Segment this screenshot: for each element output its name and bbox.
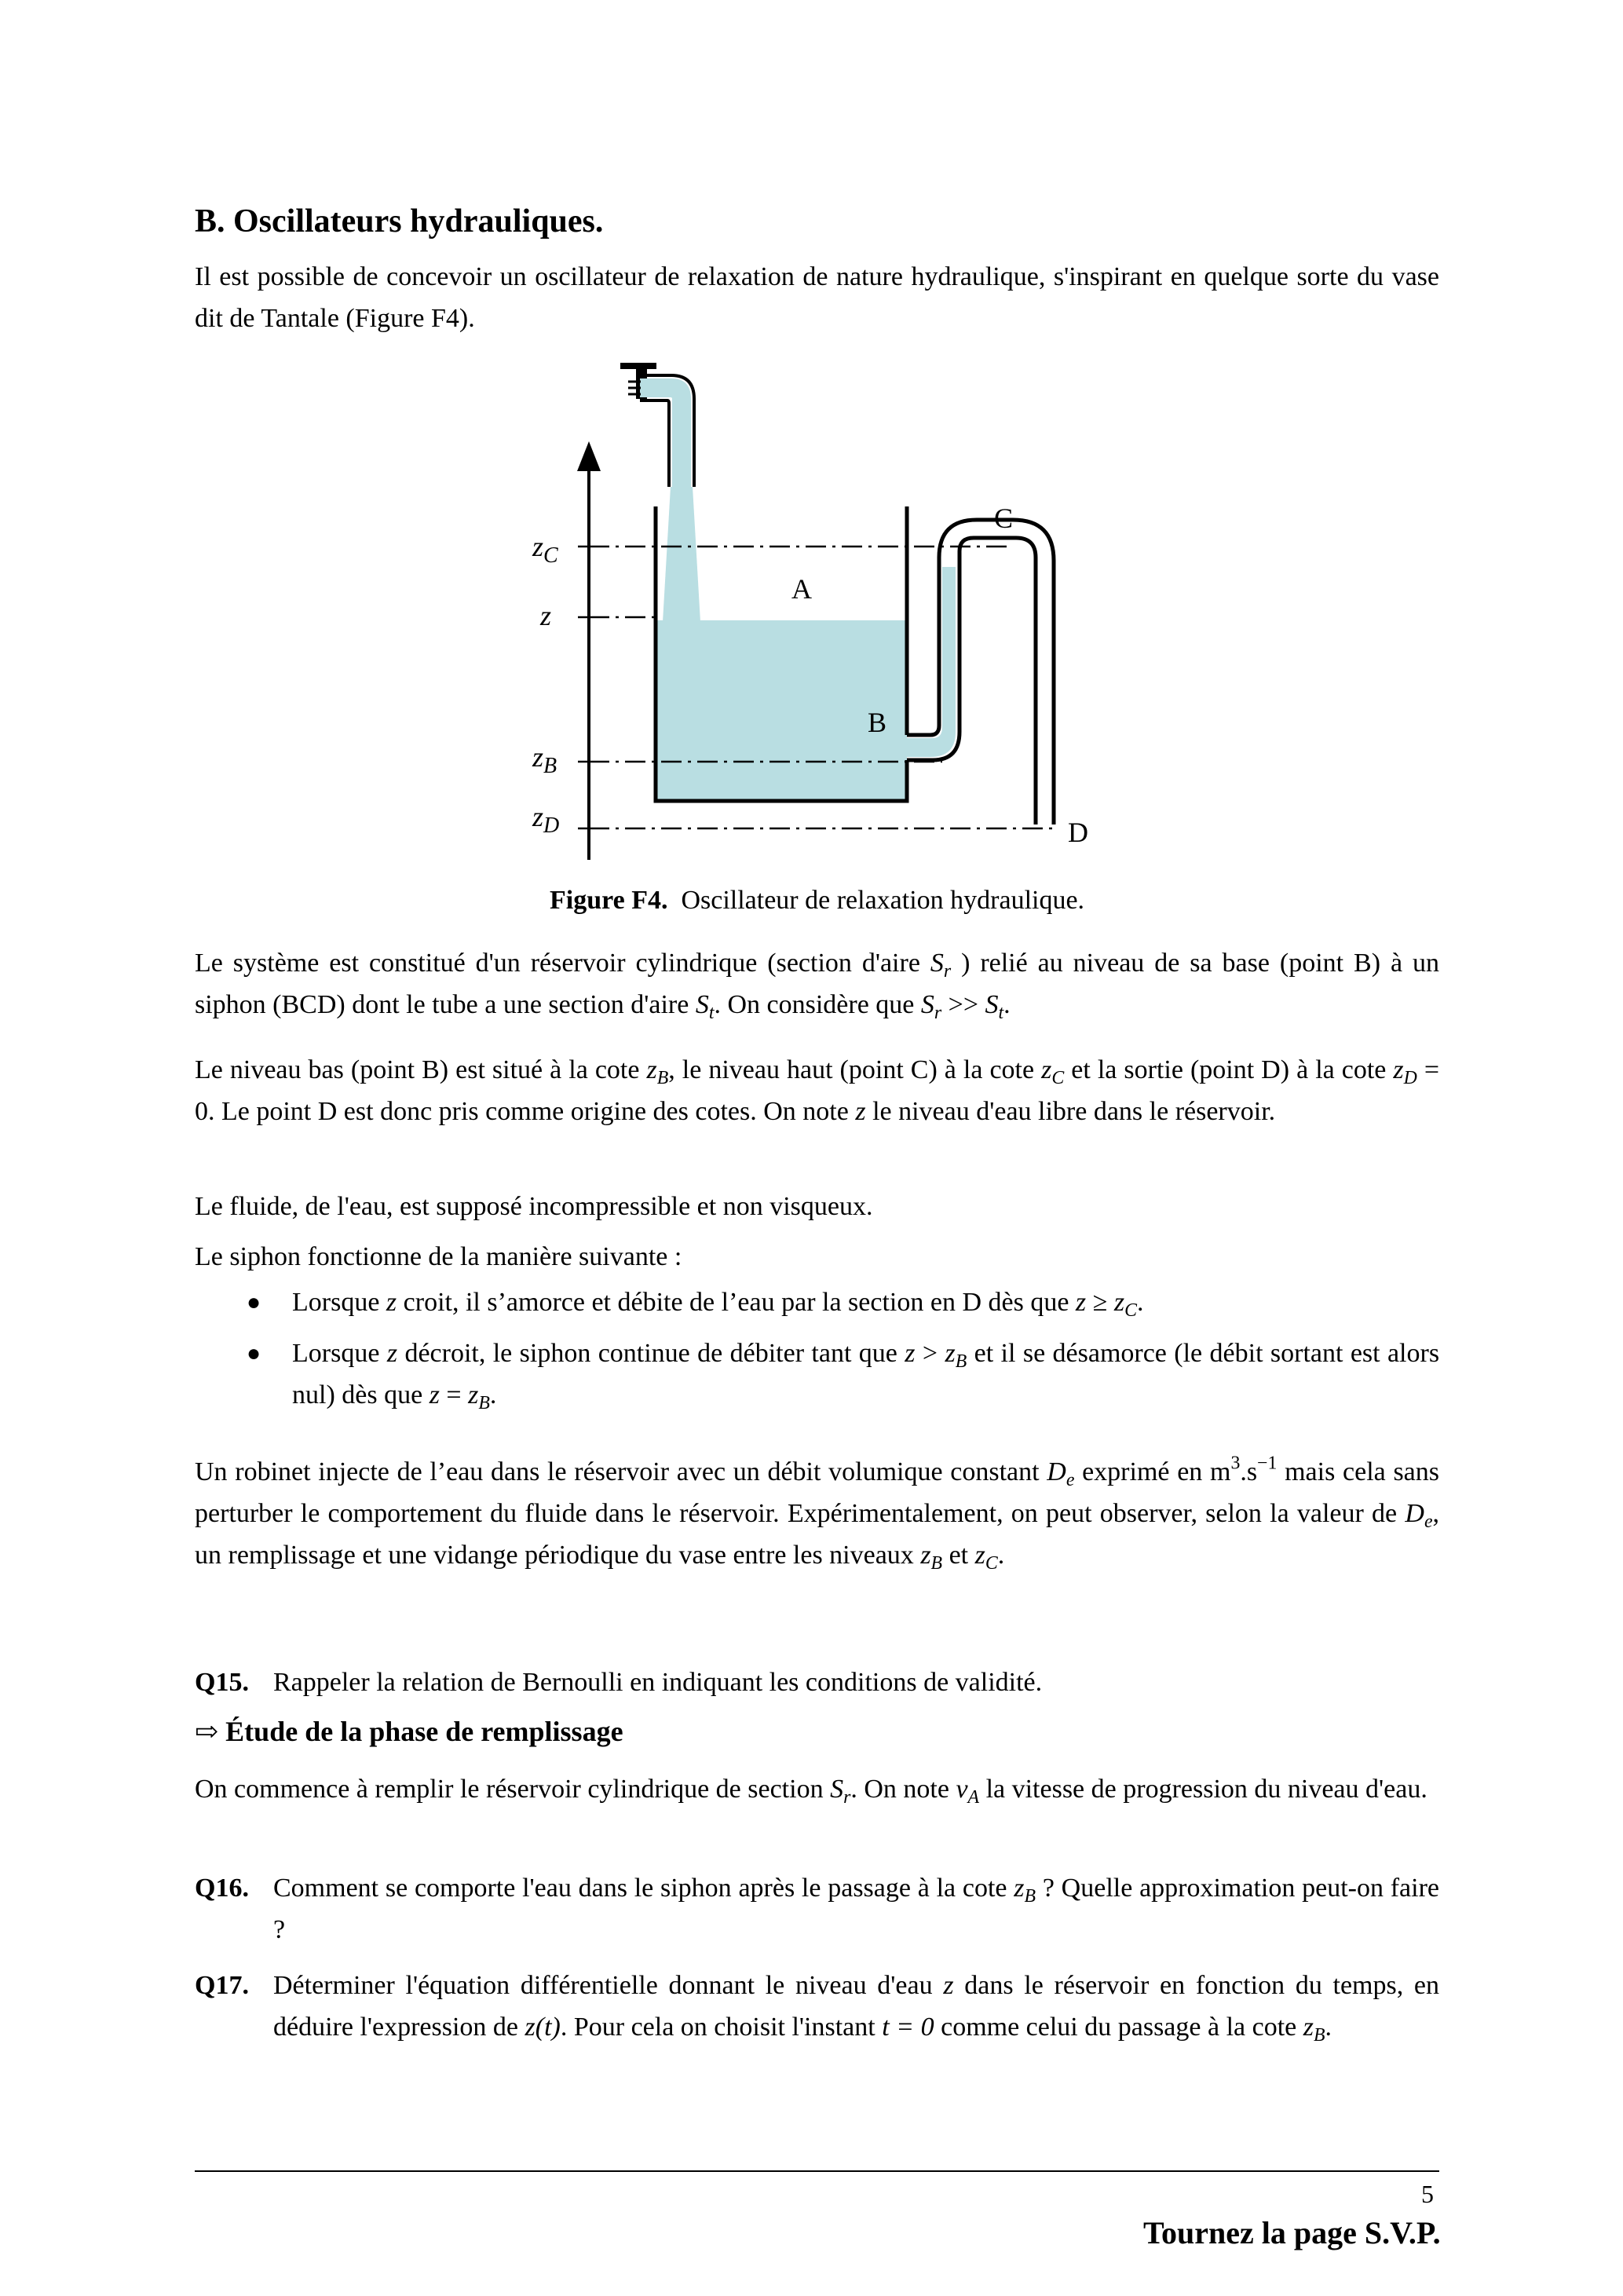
label-B: B	[868, 707, 887, 738]
section-title: B. Oscillateurs hydrauliques.	[195, 203, 604, 239]
z-axis-arrow	[577, 441, 601, 471]
paragraph-system: Le système est constitué d'un réservoir cylindrique (section d'aire $S_r$ ) relié au niveau de sa base (point B) à un siphon (BCD) dont le tube a une section d'aire $S_t$. On considère que $S_r >> S_t$.	[195, 949, 1439, 1024]
figure-caption: Figure F4. Oscillateur de relaxation hydraulique.	[550, 886, 1085, 915]
label-A: A	[791, 573, 812, 605]
footer-turn-page: Tournez la page S.V.P.	[1143, 2215, 1441, 2250]
paragraph-fluid: Le fluide, de l'eau, est supposé incompressible et non visqueux.	[195, 1192, 873, 1221]
question-q15: Q15. Rappeler la relation de Bernoulli en indiquant les conditions de validité.	[195, 1668, 1043, 1697]
siphon-outer	[907, 538, 1036, 824]
bullet-list	[195, 1281, 1439, 1416]
bullet-item: ● Lorsque z décroit, le siphon continue de débiter tant que $z > z_B$ et il se désamorce (le débit sortant est alors nul) dès que $z = z_B$.	[247, 1339, 1440, 1414]
siphon-water	[907, 567, 956, 757]
figure-hydraulic-oscillator	[503, 345, 1131, 879]
question-q16: Q16. Comment se comporte l'eau dans le siphon après le passage à la cote $z_B$ ? Quelle approximation peut-on faire ?	[195, 1874, 1440, 1944]
water-jet	[663, 487, 700, 622]
siphon-inner	[907, 520, 1054, 824]
label-C: C	[994, 503, 1014, 534]
question-q17: Q17. Déterminer l'équation différentielle donnant le niveau d'eau z dans le réservoir en fonction du temps, en déduire l'expression de z(t). Pour cela on choisit l'instant t = 0 comme celui du passage à la cote $z_B$.	[195, 1971, 1440, 2046]
faucet-pipe-inner	[640, 400, 669, 487]
faucet-pipe-water	[640, 378, 691, 487]
page-number: 5	[1421, 2180, 1434, 2208]
paragraph-filling: On commence à remplir le réservoir cylindrique de section $S_r$. On note $v_A$ la vitesse de progression du niveau d'eau.	[195, 1775, 1427, 1808]
intro-paragraph: Il est possible de concevoir un oscillateur de relaxation de nature hydraulique, s'inspirant en quelque sorte du vase dit de Tantale (Figure F4).	[195, 262, 1439, 333]
label-zB: $z_B$	[532, 741, 557, 778]
footer-divider	[195, 2170, 1439, 2172]
bullet-item: ● Lorsque z croit, il s’amorce et débite de l’eau par la section en D dès que $z \ge z_C$.	[247, 1288, 1144, 1322]
paragraph-levels: Le niveau bas (point B) est situé à la cote $z_B$, le niveau haut (point C) à la cote $z_C$ et la sortie (point D) à la cote $z_D = 0$. Le point D est donc pris comme origine des cotes. On note z le niveau d'eau libre dans le réservoir.	[195, 1055, 1440, 1126]
label-zC: $z_C$	[532, 531, 558, 568]
label-z: z	[540, 600, 552, 631]
arrow-right-icon: ⇨	[195, 1716, 219, 1747]
label-D: D	[1068, 817, 1088, 848]
faucet-handle-top	[620, 363, 656, 369]
paragraph-faucet: Un robinet injecte de l’eau dans le réservoir avec un débit volumique constant $D_e$ exprimé en $m^3.s^{-1}$ mais cela sans perturber le comportement du fluide dans le réservoir. Expérimentalement, on peut observer, selon la valeur de $D_e$, un remplissage et une vidange périodique du vase entre les niveaux $z_B$ et $z_C$.	[195, 1453, 1439, 1574]
label-zD: $z_D$	[532, 801, 560, 838]
paragraph-siphon-intro: Le siphon fonctionne de la manière suivante :	[195, 1242, 682, 1271]
subsection-title: ⇨ Étude de la phase de remplissage	[195, 1716, 623, 1747]
